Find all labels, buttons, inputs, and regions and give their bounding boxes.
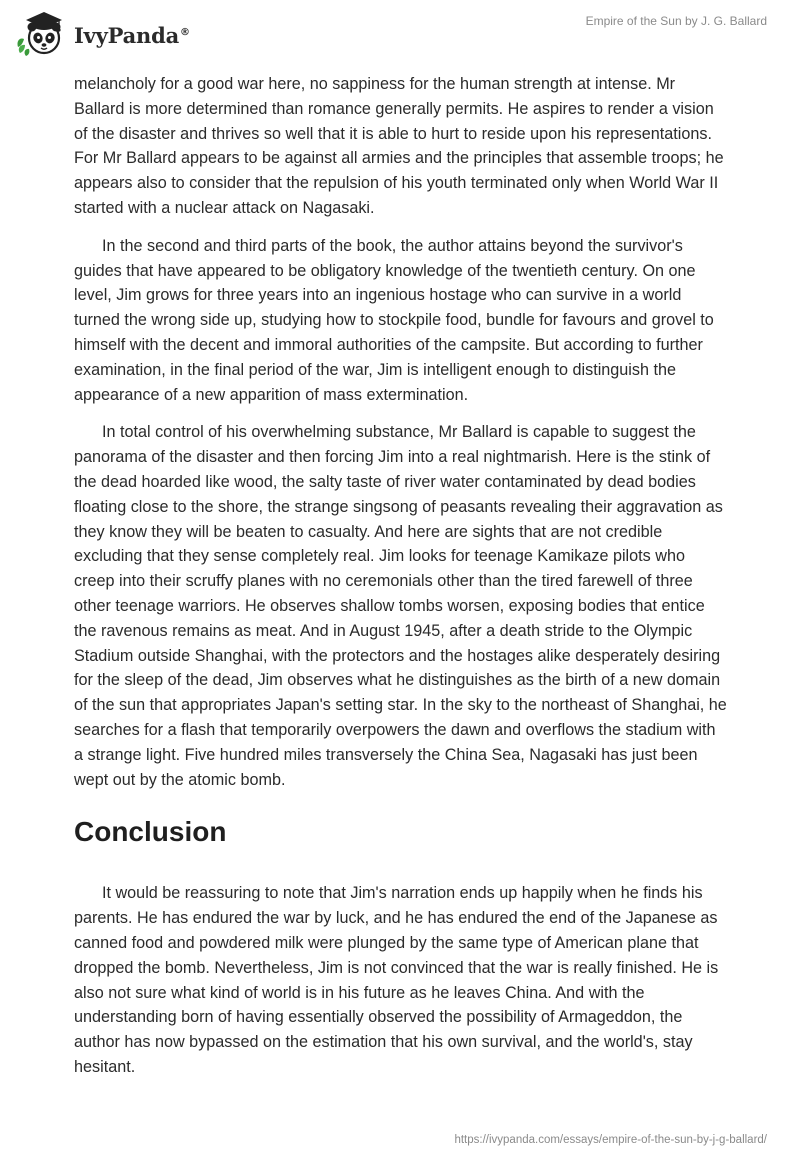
ivypanda-logo[interactable] [14,7,190,59]
document-title: Empire of the Sun by J. G. Ballard [585,14,767,28]
essay-content [74,72,728,1080]
page-header [0,0,800,72]
brand-registered-mark: ® [180,26,190,38]
panda-graduation-cap-icon [14,7,70,59]
body-paragraph-1: melancholy for a good war here, no sappiness for the human strength at intense. Mr Ballard is more determined than romance generally permits. He aspires to render a vision of the disaster and thrives so well that it is able to hurt to reside upon his representations. For Mr Ballard appears to be against all armies and the principles that assemble troops; he appears also to consider that the repulsion of his youth terminated only when World War II started with a nuclear attack on Nagasaki. [74,75,724,217]
body-paragraph-2: In the second and third parts of the book, the author attains beyond the survivor's guides that have appeared to be obligatory knowledge of the twentieth century. On one level, Jim grows for three years into an ingenious hostage who can survive in a world turned the wrong side up, studying how to stockpile food, bundle for favours and grovel to himself with the decent and immoral authorities of the campsite. But according to further examination, in the final period of the war, Jim is intelligent enough to distinguish the appearance of a new apparition of mass extermination. [74,236,714,404]
body-paragraph-3: In total control of his overwhelming substance, Mr Ballard is capable to suggest the panorama of the disaster and then forcing Jim into a real nightmarish. Here is the stink of the dead hoarded like wood, the salty taste of river water contaminated by dead bodies floating close to the shore, the strange singsong of peasants revealing their aggravation as they know they will be beaten to casualty. And here are sights that are not credible excluding that they sense completely real. Jim looks for teenage Kamikaze pilots who creep into their scruffy planes with no ceremonials other than the tired farewell of three other teenage warriors. He observes shallow tombs worsen, exposing bodies that entice the ravenous remains as meat. And in August 1945, after a death stride to the Olympic Stadium outside Shanghai, with the protectors and the hostages alike desperately desiring for the sleep of the dead, Jim observes what he distinguishes as the birth of a new domain of the sun that appropriates Japan's setting star. In the sky to the northeast of Shanghai, he searches for a flash that temporarily overpowers the dawn and overflows the stadium with a strange light. Five hundred miles transversely the China Sea, Nagasaki has just been wept out by the atomic bomb. [74,423,727,789]
conclusion-paragraph: It would be reassuring to note that Jim's narration ends up happily when he finds his parents. He has endured the war by luck, and he has endured the end of the Japanese as canned food and powdered milk were plunged by the same type of American plane that dropped the bomb. Nevertheless, Jim is not convinced that the war is really finished. He is also not sure what kind of world is in his future as he leaves China. And with the understanding born of having essentially observed the possibility of Armageddon, the author has now bypassed on the estimation that his own survival, and the world's, stay hesitant. [74,884,719,1076]
source-url[interactable]: https://ivypanda.com/essays/empire-of-the-sun-by-j-g-ballard/ [454,1134,767,1146]
brand-name: IvyPanda® [74,22,190,48]
conclusion-heading: Conclusion [74,816,227,848]
